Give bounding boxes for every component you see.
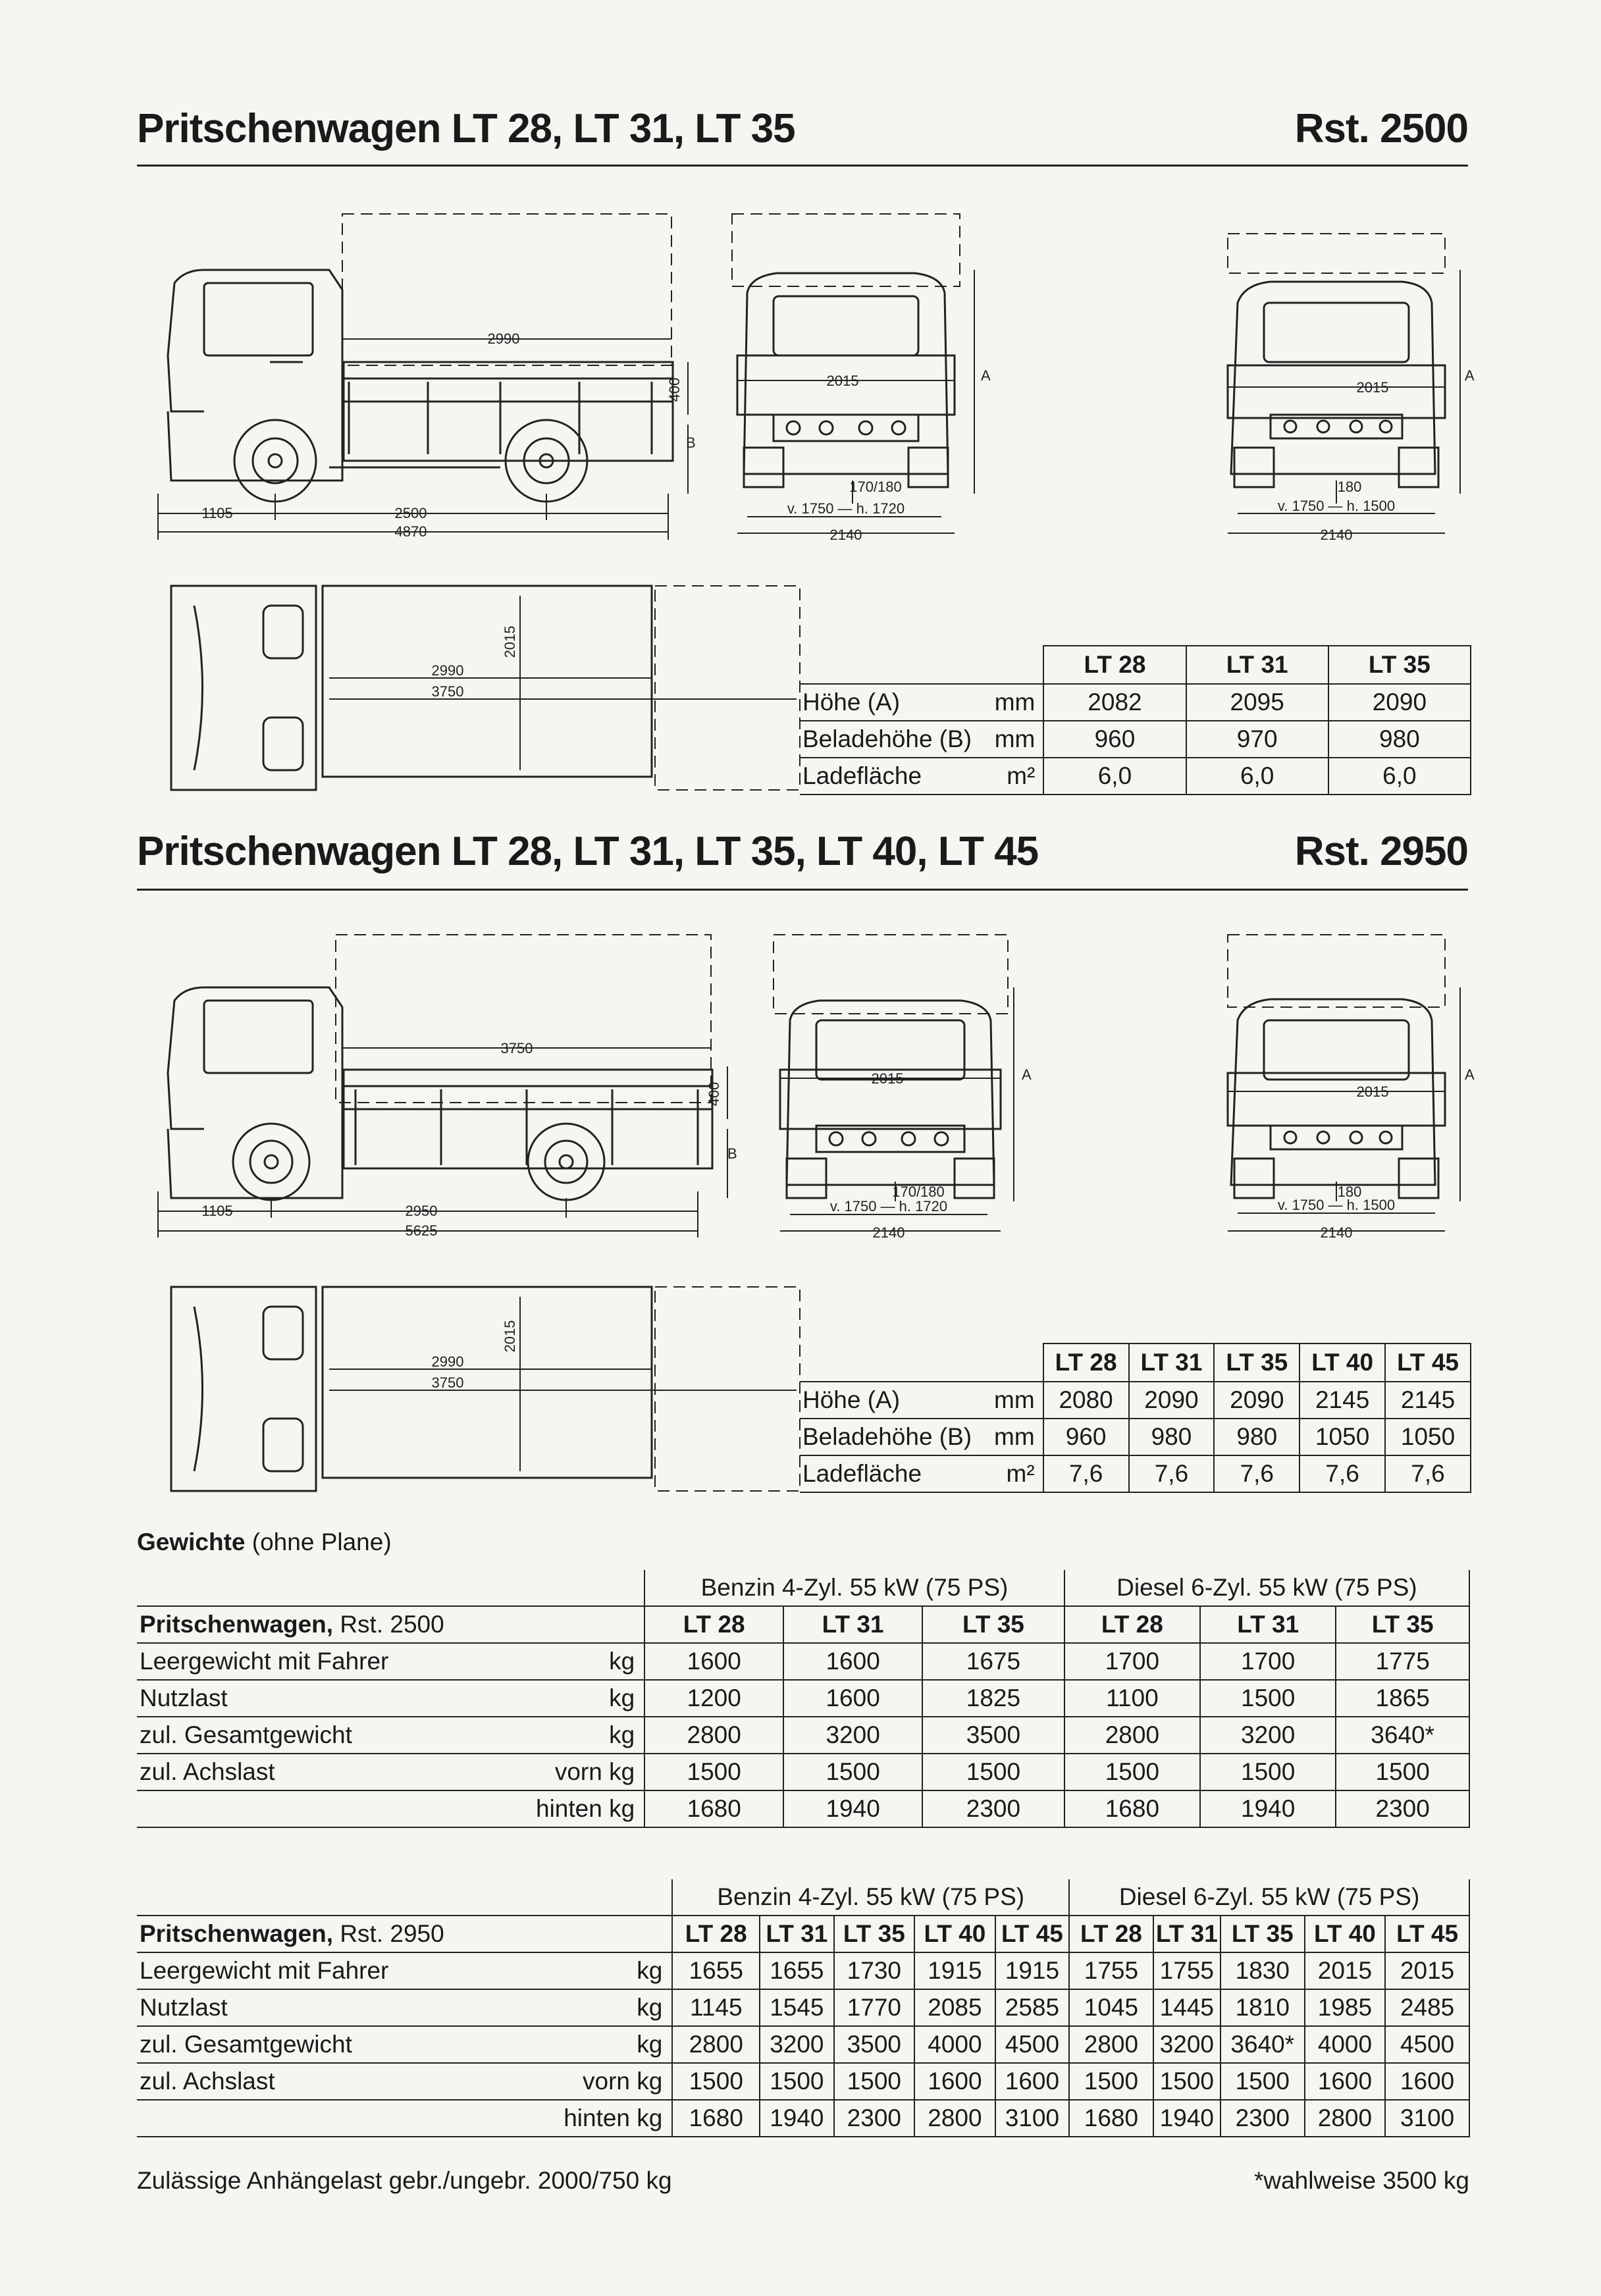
weights1-rst: Rst. 2500: [340, 1611, 444, 1638]
weights-value: 2015: [1305, 1952, 1386, 1989]
dim-front-overall: 2140: [829, 527, 862, 543]
weights-value: 1545: [760, 1989, 833, 2026]
weights1-row: [137, 1643, 1469, 1680]
weights-value: 1600: [914, 2063, 995, 2100]
dim-side-front: 1105: [201, 505, 233, 521]
weights-label: zul. Achslast: [140, 2068, 275, 2095]
weights-value: 2300: [922, 1790, 1064, 1827]
weights-value: 1755: [1069, 1952, 1153, 1989]
weights-unit: kg: [609, 1684, 635, 1711]
spec1-row: [800, 721, 1471, 758]
weights-value: 1500: [1064, 1754, 1200, 1790]
weights-value: 1600: [1305, 2063, 1386, 2100]
spec-value: 1050: [1385, 1419, 1471, 1455]
front-view-truck: [774, 935, 1008, 1198]
weights-value: 1825: [922, 1680, 1064, 1717]
spec2-col: LT 35: [1214, 1344, 1299, 1382]
spec-value: 980: [1214, 1419, 1299, 1455]
spec-label: Beladehöhe (B): [802, 1423, 972, 1450]
dim-top-width: 2015: [502, 1320, 518, 1353]
dim-front-overall: 2140: [872, 1224, 905, 1241]
spec1-col: LT 28: [1043, 646, 1186, 684]
weights-heading-note: (ohne Plane): [251, 1528, 392, 1555]
dim-top-outer: 3750: [431, 683, 464, 700]
weights-value: 3100: [995, 2100, 1069, 2137]
weights2-row: [137, 2026, 1469, 2063]
spec-unit: mm: [994, 1423, 1035, 1450]
weights-unit: kg: [637, 1994, 663, 2021]
weights-value: 4000: [1305, 2026, 1386, 2063]
top-view-truck: [171, 1287, 800, 1491]
weights-value: 1500: [672, 2063, 760, 2100]
weights-value: 1500: [1200, 1754, 1336, 1790]
weights1-name-cell: [137, 1606, 644, 1643]
dim-front-ground: 170/180: [892, 1184, 945, 1200]
weights-value: 1600: [644, 1643, 783, 1680]
spec-value: 6,0: [1043, 758, 1186, 795]
spec2-col: LT 31: [1129, 1344, 1215, 1382]
weights-value: 1680: [1069, 2100, 1153, 2137]
weights-value: 1680: [644, 1790, 783, 1827]
dim-rear-ground: 180: [1337, 479, 1362, 495]
weights-value: 1700: [1064, 1643, 1200, 1680]
weights-value: 1500: [644, 1754, 783, 1790]
weights-value: 4000: [914, 2026, 995, 2063]
spec1-col: LT 35: [1328, 646, 1471, 684]
weights-value: 3100: [1385, 2100, 1469, 2137]
dim-front-track: v. 1750 — h. 1720: [787, 500, 905, 517]
weights-value: 1810: [1220, 1989, 1305, 2026]
dim-rear-overall: 2140: [1320, 1224, 1353, 1241]
weights-value: 1915: [995, 1952, 1069, 1989]
dim-side-wheelbase: 2950: [405, 1203, 438, 1219]
spec-unit: mm: [994, 689, 1036, 716]
weights-label: zul. Gesamtgewicht: [140, 1721, 352, 1748]
weights-unit: vorn kg: [554, 1758, 635, 1785]
spec-value: 2080: [1043, 1382, 1129, 1419]
weights2-col: LT 40: [914, 1916, 995, 1952]
dim-side-label-b: B: [686, 434, 696, 451]
weights2-name-cell: [137, 1916, 672, 1952]
weights-value: 1865: [1336, 1680, 1469, 1717]
weights-unit: hinten kg: [536, 1795, 635, 1822]
top-view-truck: [171, 586, 800, 790]
spec-value: 980: [1328, 721, 1471, 758]
dim-side-bed-length: 3750: [500, 1040, 533, 1057]
weights-value: 1500: [1069, 2063, 1153, 2100]
spec-value: 6,0: [1328, 758, 1471, 795]
dim-front-width: 2015: [826, 373, 859, 389]
weights1-col: LT 31: [783, 1606, 922, 1643]
weights2-engine-petrol: Benzin 4-Zyl. 55 kW (75 PS): [672, 1879, 1069, 1916]
weights-value: 1500: [1153, 2063, 1220, 2100]
weights-label: [137, 2100, 561, 2137]
spec2-col: LT 28: [1043, 1344, 1129, 1382]
weights-value: 3200: [1200, 1717, 1336, 1754]
dim-side-bed-height: 400: [706, 1082, 722, 1107]
weights2-row: [137, 2063, 1469, 2100]
dim-side-total: 5625: [405, 1222, 438, 1239]
weights-value: 1700: [1200, 1643, 1336, 1680]
rear-view-truck: [1228, 935, 1445, 1198]
spec-value: 960: [1043, 721, 1186, 758]
dim-rear-label-a: A: [1465, 367, 1475, 384]
weights2-engine-diesel: Diesel 6-Zyl. 55 kW (75 PS): [1069, 1879, 1469, 1916]
weights-value: 1600: [995, 2063, 1069, 2100]
weights-value: 3640*: [1336, 1717, 1469, 1754]
spec-value: 2090: [1328, 684, 1471, 721]
spec-unit: mm: [994, 1386, 1035, 1413]
weights-value: 1680: [672, 2100, 760, 2137]
weights-table-1: [137, 1570, 1470, 1828]
spec-label: Ladefläche: [802, 762, 922, 789]
dim-front-width: 2015: [871, 1070, 904, 1087]
weights1-col: LT 35: [922, 1606, 1064, 1643]
weights-value: 2800: [644, 1717, 783, 1754]
spec-value: 7,6: [1299, 1455, 1385, 1492]
dim-rear-track: v. 1750 — h. 1500: [1277, 1197, 1396, 1213]
weights2-col: LT 28: [1069, 1916, 1153, 1952]
dim-side-bed-height: 400: [666, 377, 683, 402]
spec-value: 980: [1129, 1419, 1215, 1455]
dim-top-inner: 2990: [431, 662, 464, 679]
weights-value: 1500: [783, 1754, 922, 1790]
spec-value: 2145: [1299, 1382, 1385, 1419]
weights2-col: LT 35: [834, 1916, 915, 1952]
weights-value: 1915: [914, 1952, 995, 1989]
spec-value: 7,6: [1043, 1455, 1129, 1492]
weights1-col: LT 28: [1064, 1606, 1200, 1643]
dim-rear-overall: 2140: [1320, 527, 1353, 543]
dim-side-wheelbase: 2500: [394, 505, 427, 521]
weights-value: 4500: [1385, 2026, 1469, 2063]
weights-value: 4500: [995, 2026, 1069, 2063]
spec2-col: LT 45: [1385, 1344, 1471, 1382]
weights2-col: LT 28: [672, 1916, 760, 1952]
weights-label: Leergewicht mit Fahrer: [140, 1648, 389, 1675]
weights-label: zul. Gesamtgewicht: [140, 2031, 352, 2058]
dim-side-label-b: B: [727, 1145, 737, 1162]
spec-value: 2082: [1043, 684, 1186, 721]
spec-value: 6,0: [1186, 758, 1328, 795]
side-dim-lines: [158, 1048, 727, 1238]
weights-value: 1600: [1385, 2063, 1469, 2100]
weights-value: 1655: [760, 1952, 833, 1989]
weights-value: 1830: [1220, 1952, 1305, 1989]
dim-rear-width: 2015: [1356, 379, 1389, 396]
weights2-row: [137, 1952, 1469, 1989]
weights-value: 1680: [1064, 1790, 1200, 1827]
top-dim-lines: [329, 1297, 797, 1471]
weights-value: 1500: [922, 1754, 1064, 1790]
weights1-col: LT 28: [644, 1606, 783, 1643]
spec1-col: LT 31: [1186, 646, 1328, 684]
spec-value: 970: [1186, 721, 1328, 758]
section1-rst: Rst. 2500: [1294, 106, 1468, 151]
weights-value: 2800: [914, 2100, 995, 2137]
front-view-truck: [732, 214, 960, 487]
dim-rear-label-a: A: [1465, 1066, 1475, 1083]
dim-rear-ground: 180: [1337, 1184, 1362, 1200]
weights2-name: Pritschenwagen,: [140, 1920, 334, 1947]
spec-value: 2090: [1129, 1382, 1215, 1419]
weights-heading-block: [137, 1528, 392, 1556]
section1-spec-table: [800, 645, 1471, 795]
weights-value: 2485: [1385, 1989, 1469, 2026]
dim-rear-track: v. 1750 — h. 1500: [1277, 498, 1396, 514]
spec-value: 960: [1043, 1419, 1129, 1455]
dim-side-front: 1105: [201, 1203, 233, 1219]
weights2-col: LT 45: [995, 1916, 1069, 1952]
spec-value: 7,6: [1129, 1455, 1215, 1492]
side-view-truck: [168, 935, 712, 1200]
weights-unit: kg: [637, 1957, 663, 1984]
weights1-row: [137, 1790, 1469, 1827]
weights1-engine-diesel: Diesel 6-Zyl. 55 kW (75 PS): [1064, 1570, 1469, 1606]
weights-value: 1500: [834, 2063, 915, 2100]
weights-value: 1200: [644, 1680, 783, 1717]
spec2-row: [800, 1382, 1471, 1419]
weights-unit: kg: [637, 2031, 663, 2058]
dim-top-width: 2015: [502, 625, 518, 658]
spec2-row: [800, 1419, 1471, 1455]
weights-value: 2800: [1069, 2026, 1153, 2063]
weights-value: 1940: [1153, 2100, 1220, 2137]
side-view-truck: [168, 214, 673, 502]
spec-label: Höhe (A): [802, 689, 901, 716]
weights-value: 1500: [1220, 2063, 1305, 2100]
weights-value: 1770: [834, 1989, 915, 2026]
weights-value: 1600: [783, 1643, 922, 1680]
dim-side-bed-length: 2990: [487, 330, 520, 347]
weights-value: 2300: [1220, 2100, 1305, 2137]
weights-label: Nutzlast: [140, 1684, 228, 1711]
weights-value: 2800: [672, 2026, 760, 2063]
weights-label: Leergewicht mit Fahrer: [140, 1957, 389, 1984]
weights2-col: LT 35: [1220, 1916, 1305, 1952]
dim-top-inner: 2990: [431, 1353, 464, 1370]
weights-heading: Gewichte: [137, 1528, 246, 1555]
weights-value: 1655: [672, 1952, 760, 1989]
spec1-row: [800, 684, 1471, 721]
weights-unit: hinten kg: [564, 2104, 663, 2131]
section2-rst: Rst. 2950: [1294, 829, 1468, 874]
section1-title: Pritschenwagen LT 28, LT 31, LT 35: [137, 106, 795, 151]
weights-label: [137, 1790, 535, 1827]
dim-front-track: v. 1750 — h. 1720: [829, 1198, 948, 1214]
weights-value: 2585: [995, 1989, 1069, 2026]
weights2-row: [137, 2100, 1469, 2137]
weights-value: 3200: [760, 2026, 833, 2063]
weights-unit: kg: [609, 1648, 635, 1675]
weights-value: 1775: [1336, 1643, 1469, 1680]
weights1-row: [137, 1717, 1469, 1754]
spec-value: 2095: [1186, 684, 1328, 721]
weights1-col: LT 35: [1336, 1606, 1469, 1643]
dim-rear-width: 2015: [1356, 1083, 1389, 1100]
weights-value: 1985: [1305, 1989, 1386, 2026]
section2-rule: [137, 889, 1468, 891]
weights-value: 1600: [783, 1680, 922, 1717]
weights-value: 1940: [760, 2100, 833, 2137]
weights-unit: kg: [609, 1721, 635, 1748]
weights-value: 3500: [922, 1717, 1064, 1754]
weights-value: 2300: [834, 2100, 915, 2137]
weights1-engine-petrol: Benzin 4-Zyl. 55 kW (75 PS): [644, 1570, 1064, 1606]
spec-unit: mm: [994, 725, 1036, 752]
weights2-row: [137, 1989, 1469, 2026]
weights1-name: Pritschenwagen,: [140, 1611, 334, 1638]
weights2-col: LT 31: [760, 1916, 833, 1952]
weights-value: 2085: [914, 1989, 995, 2026]
weights2-rst: Rst. 2950: [340, 1920, 444, 1947]
weights-value: 1500: [1336, 1754, 1469, 1790]
section2-spec-table: [800, 1343, 1471, 1493]
weights-unit: vorn kg: [583, 2068, 663, 2095]
weights-value: 3200: [1153, 2026, 1220, 2063]
weights-value: 3640*: [1220, 2026, 1305, 2063]
weights-value: 3500: [834, 2026, 915, 2063]
weights2-col: LT 40: [1305, 1916, 1386, 1952]
spec-value: 7,6: [1214, 1455, 1299, 1492]
spec-unit: m²: [1007, 762, 1036, 789]
weights-value: 2800: [1305, 2100, 1386, 2137]
weights-value: 1445: [1153, 1989, 1220, 2026]
spec-value: 2090: [1214, 1382, 1299, 1419]
weights-value: 2300: [1336, 1790, 1469, 1827]
weights1-row: [137, 1754, 1469, 1790]
spec2-col: LT 40: [1299, 1344, 1385, 1382]
weights-label: Nutzlast: [140, 1994, 228, 2021]
weights-value: 1500: [760, 2063, 833, 2100]
section1-rule: [137, 165, 1468, 167]
weights-value: 1500: [1200, 1680, 1336, 1717]
dim-front-label-a: A: [981, 367, 991, 384]
footer-footnote: *wahlweise 3500 kg: [1253, 2167, 1469, 2194]
weights-value: 2015: [1385, 1952, 1469, 1989]
weights-value: 1940: [783, 1790, 922, 1827]
spec-value: 2145: [1385, 1382, 1471, 1419]
top-dim-lines: [329, 596, 797, 770]
spec-label: Höhe (A): [802, 1386, 901, 1413]
weights-label: zul. Achslast: [140, 1758, 275, 1785]
dim-front-label-a: A: [1022, 1066, 1032, 1083]
spec2-row: [800, 1455, 1471, 1492]
weights1-col: LT 31: [1200, 1606, 1336, 1643]
weights2-col: LT 45: [1385, 1916, 1469, 1952]
weights1-row: [137, 1680, 1469, 1717]
spec-unit: m²: [1006, 1460, 1035, 1487]
spec-value: 1050: [1299, 1419, 1385, 1455]
weights-value: 1100: [1064, 1680, 1200, 1717]
rear-view-truck: [1228, 234, 1445, 487]
spec-label: Ladefläche: [802, 1460, 922, 1487]
weights-value: 1755: [1153, 1952, 1220, 1989]
section2-title: Pritschenwagen LT 28, LT 31, LT 35, LT 40, LT 45: [137, 829, 1039, 874]
weights-value: 3200: [783, 1717, 922, 1754]
spec1-row: [800, 758, 1471, 795]
weights-value: 1730: [834, 1952, 915, 1989]
weights-value: 2800: [1064, 1717, 1200, 1754]
weights-value: 1675: [922, 1643, 1064, 1680]
spec-label: Beladehöhe (B): [802, 725, 972, 752]
weights-value: 1940: [1200, 1790, 1336, 1827]
dim-side-total: 4870: [394, 523, 427, 540]
spec-value: 7,6: [1385, 1455, 1471, 1492]
weights2-col: LT 31: [1153, 1916, 1220, 1952]
weights-value: 1145: [672, 1989, 760, 2026]
weights-table-2: [137, 1879, 1470, 2137]
footer-trailer-load: Zulässige Anhängelast gebr./ungebr. 2000/750 kg: [137, 2167, 672, 2194]
dim-front-ground: 170/180: [849, 479, 902, 495]
weights-value: 1045: [1069, 1989, 1153, 2026]
dim-top-outer: 3750: [431, 1374, 464, 1391]
